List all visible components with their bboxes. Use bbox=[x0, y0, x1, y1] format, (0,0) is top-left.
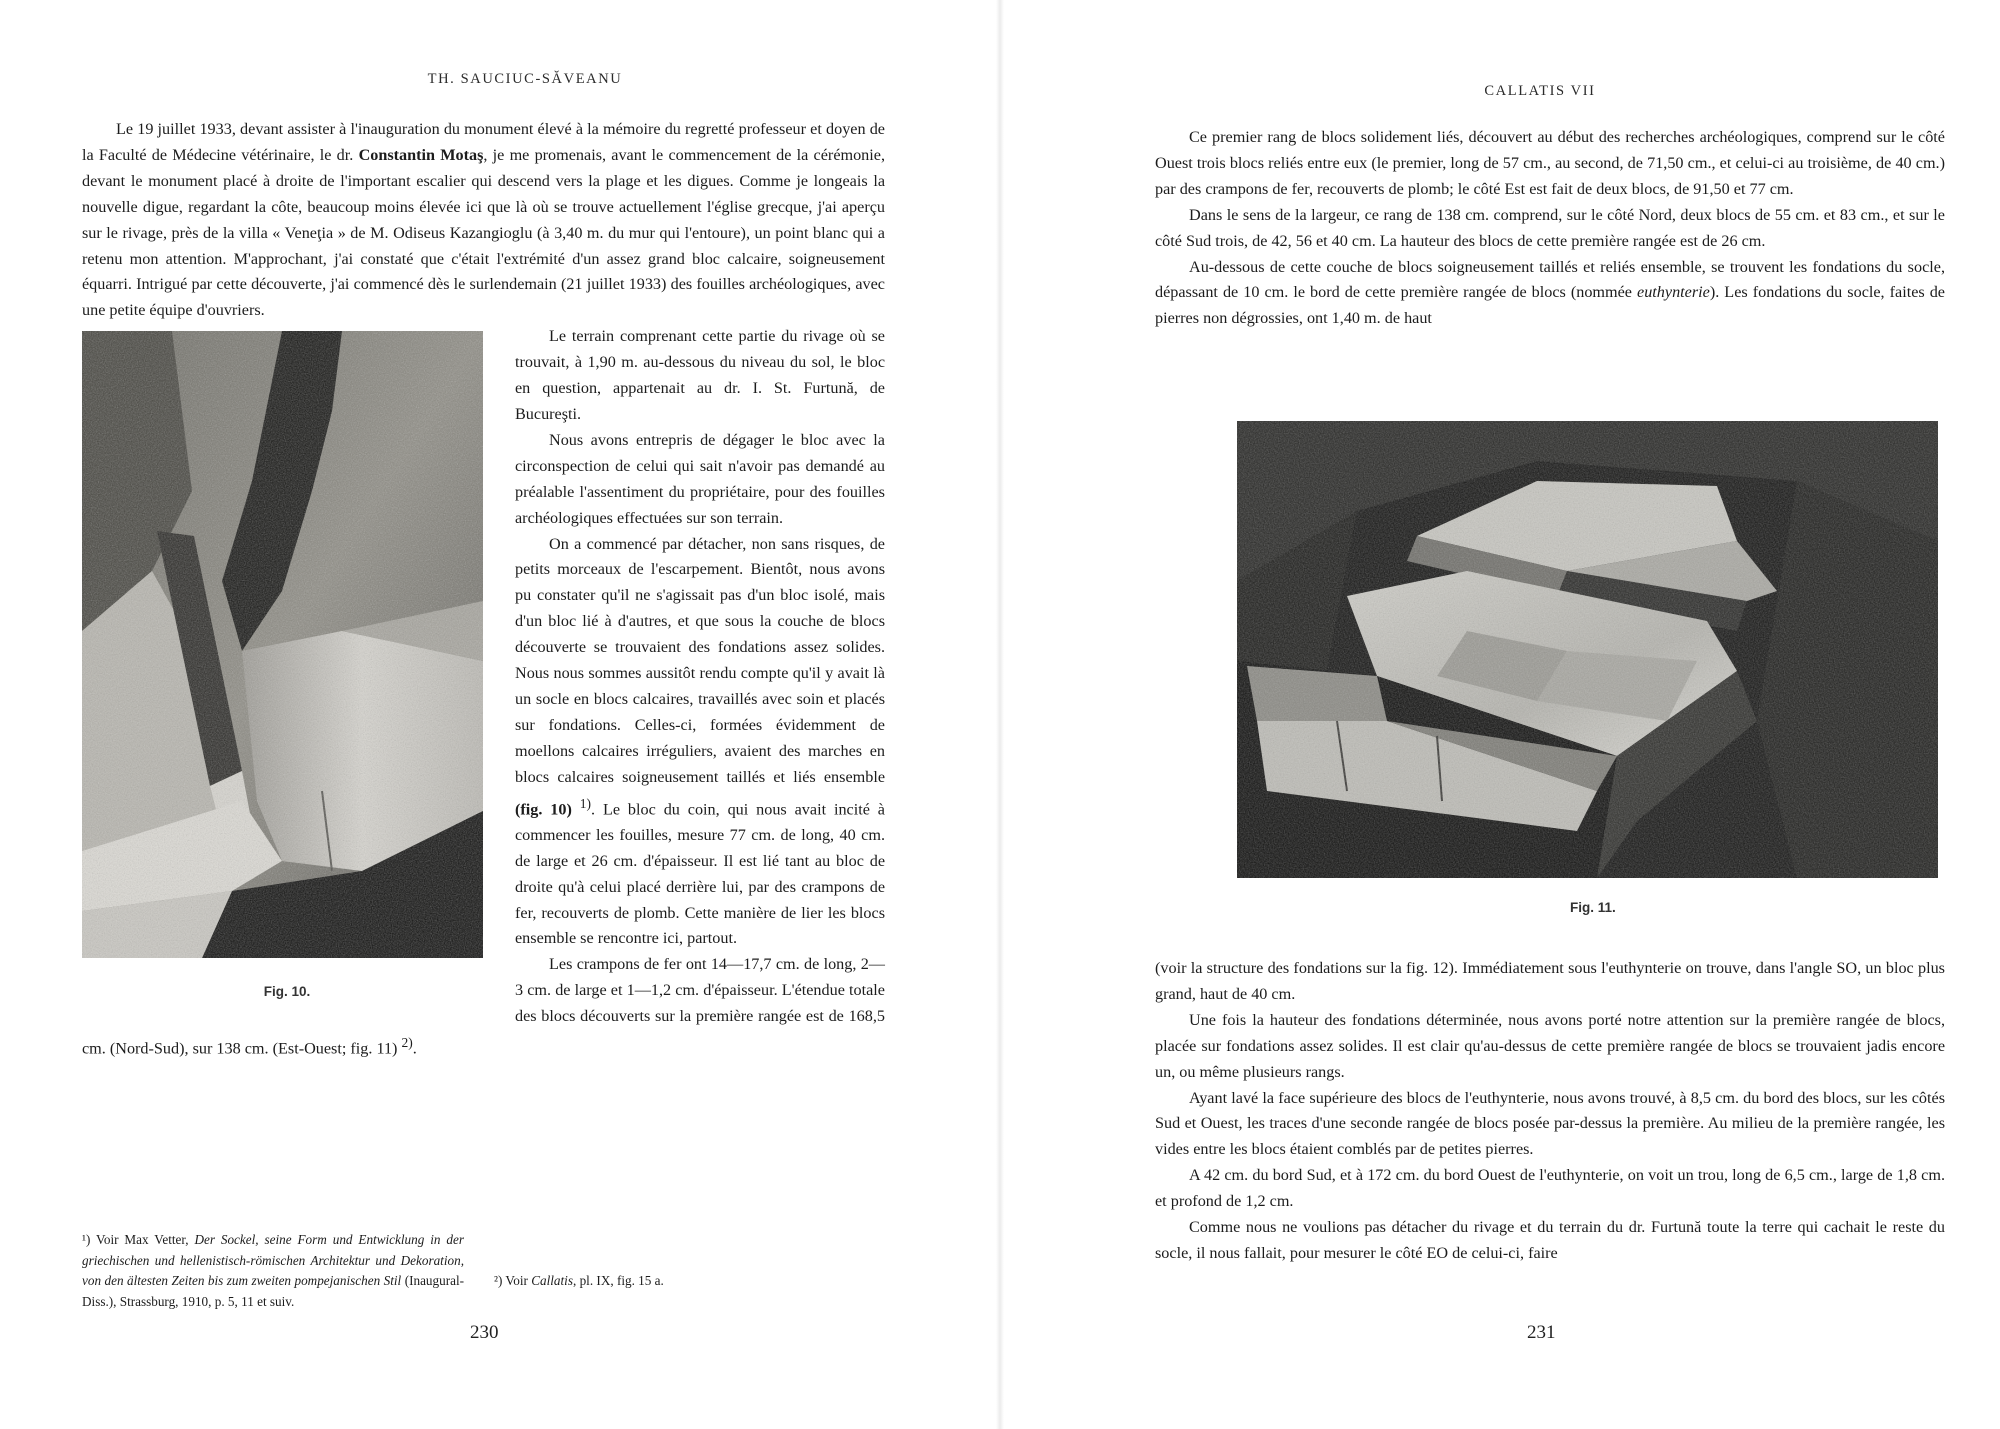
right-paragraph-1: Ce premier rang de blocs solidement liés, découvert au début des recherches archéologiques, comprend sur le côté Ouest trois blocs reliés entre eux (le premier, long de 57 cm., au second, de 71,50 cm., et celui-ci au troisième, de 40 cm.) par des crampons de fer, recouverts de plomb; le côté Est est fait de deux blocs, de 91,50 et 77 cm. bbox=[1155, 128, 1945, 198]
left-paragraph-4: On a commencé par détacher, non sans risques, de petits morceaux de l'escarpement. Bientôt, nous avons pu constater qu'il ne s'agissait pas d'un bloc isolé, mais d'un bloc lié à d'autres, et que sous la couche de blocs découverte se trouvaient des fondations assez solides. Nous nous sommes aussitôt rendu compte qu'il y avait là un socle en blocs calcaires, travaillés avec soin et placés sur fondations. Celles-ci, formées évidemment de moellons calcaires irréguliers, avaient des marches en blocs calcaires soigneusement taillés et liés ensemble (fig. 10) $^{1)}$. Le bloc du coin, qui nous avait incité à commencer les fouilles, mesure 77 cm. de long, 40 cm. de large et 26 cm. d'épaisseur. Il est lié tant au bloc de droite qu'à celui placé derrière lui, par des crampons de fer, recouverts de plomb. Cette manière de lier les blocs ensemble se rencontre ici, partout. bbox=[515, 534, 885, 948]
term-euthynterie: euthynterie bbox=[1637, 283, 1710, 302]
left-page-number: 230 bbox=[470, 1322, 499, 1343]
footnote-ref-1: 1) bbox=[579, 795, 592, 811]
left-body-text bbox=[82, 117, 885, 1062]
fig10-photograph bbox=[82, 331, 483, 958]
person-name: Constantin Motaş bbox=[358, 145, 484, 164]
right-paragraph-2: Dans le sens de la largeur, ce rang de 138 cm. comprend, sur le côté Nord, deux blocs de 55 cm. et 83 cm., et sur le côté Sud trois, de 42, 56 et 40 cm. La hauteur des blocs de cette première rangée est de 26 cm. bbox=[1155, 205, 1945, 250]
footnote-1: ¹) Voir Max Vetter, Der Sockel, seine Form und Entwicklung in der griechischen und hellenistisch-römischen Architektur und Dekoration, von den ältesten Zeiten bis zum zweiten pompejanischen Stil (Inaugural-Diss.), Strassburg, 1910, p. 5, 11 et suiv. bbox=[82, 1232, 465, 1309]
figure-reference: (fig. 10) bbox=[515, 799, 572, 818]
footnote-ref-2: 2) bbox=[401, 1035, 413, 1051]
right-paragraph-4: (voir la structure des fondations sur la fig. 12). Immédiatement sous l'euthynterie on trouve, dans l'angle SO, un bloc plus grand, haut de 40 cm. bbox=[1155, 959, 1945, 1003]
fig10-caption: Fig. 10. bbox=[263, 984, 311, 1000]
right-page-number: 231 bbox=[1527, 1322, 1556, 1343]
right-paragraph-3: Au-dessous de cette couche de blocs soigneusement taillés et reliés ensemble, se trouvent les fondations du socle, dépassant de 10 cm. le bord de cette première rangée de blocs (nommée euthynterie). Les fondations du socle, faites de pierres non dégrossies, ont 1,40 m. de haut bbox=[1155, 257, 1945, 328]
cited-title: Callatis bbox=[531, 1273, 573, 1288]
fig11-caption: Fig. 11. bbox=[1570, 900, 1616, 915]
fig11-photograph bbox=[1237, 421, 1938, 878]
left-paragraph-3: Nous avons entrepris de dégager le bloc avec la circonspection de celui qui sait n'avoir pas demandé au préalable l'assentiment du propriétaire, pour des fouilles archéologiques effectuées sur son terrain. bbox=[515, 430, 885, 527]
right-paragraph-6: Ayant lavé la face supérieure des blocs de l'euthynterie, nous avons trouvé, à 8,5 cm. du bord des blocs, sur les côtés Sud et Ouest, les traces d'une seconde rangée de blocs posée par-dessus la première. Au milieu de la première rangée, les vides entre les blocs étaient comblés par de petites pierres. bbox=[1155, 1088, 1945, 1159]
footnote-2: ²) Voir Callatis, pl. IX, fig. 15 a. bbox=[494, 1273, 664, 1288]
figure-10 bbox=[82, 324, 507, 1009]
right-running-head: CALLATIS VII bbox=[1484, 83, 1596, 99]
right-paragraph-7: A 42 cm. du bord Sud, et à 172 cm. du bord Ouest de l'euthynterie, on voit un trou, long de 6,5 cm., large de 1,8 cm. et profond de 1,2 cm. bbox=[1155, 1166, 1945, 1211]
left-paragraph-1: Le 19 juillet 1933, devant assister à l'inauguration du monument élevé à la mémoire du regretté professeur et doyen de la Faculté de Médecine vétérinaire, le dr. Constantin Motaş, je me promenais, avant le commencement de la cérémonie, devant le monument placé à droite de l'important escalier qui descend vers la plage et les digues. Comme je longeais la nouvelle digue, regardant la côte, beaucoup moins élevée ici que là où se trouve actuellement l'église grecque, j'ai aperçu sur le rivage, près de la villa « Veneţia » de M. Odiseus Kazangioglu (à 3,40 m. du mur qui l'entoure), un point blanc qui a retenu mon attention. M'approchant, j'ai constaté que c'était l'extrémité d'un assez grand bloc calcaire, soigneusement équarri. Intrigué par cette découverte, j'ai commencé dès le surlendemain (21 juillet 1933) des fouilles archéologiques, avec une petite équipe d'ouvriers. bbox=[82, 120, 886, 320]
cited-title: Der Sockel, seine Form und Entwicklung in der griechischen und hellenistisch-römischen Architektur und Dekoration, von den ältesten Zeiten bis zum zweiten pompejanischen Stil bbox=[82, 1232, 464, 1288]
left-paragraph-2: Le terrain comprenant cette partie du rivage où se trouvait, à 1,90 m. au-dessous du niveau du sol, le bloc en question, appartenait au dr. I. St. Furtună, de Bucureşti. bbox=[515, 327, 885, 423]
right-body-text-top bbox=[1155, 125, 1945, 332]
right-paragraph-8: Comme nous ne voulions pas détacher du rivage et du terrain du dr. Furtună toute la terre qui cachait le reste du socle, il nous fallait, pour mesurer le côté EO de celui-ci, faire bbox=[1155, 1218, 1945, 1262]
right-paragraph-5: Une fois la hauteur des fondations déterminée, nous avons porté notre attention sur la première rangée de blocs, placée sur fondations assez solides. Il est clair qu'au-dessus de cette première rangée de blocs se trouvaient jadis encore un, ou même plusieurs rangs. bbox=[1155, 1010, 1945, 1081]
left-running-head: TH. SAUCIUC-SĂVEANU bbox=[427, 71, 623, 87]
right-page bbox=[1000, 0, 2000, 1429]
right-body-text-bottom bbox=[1155, 956, 1945, 1267]
left-paragraph-5: Les crampons de fer ont 14—17,7 cm. de long, 2—3 cm. de large et 1—1,2 cm. d'épaisseur. L'étendue totale des blocs découverts sur la première rangée est de 168,5 cm. (Nord-Sud), sur 138 cm. (Est-Ouest; fig. 11) $^{2)}$. bbox=[82, 955, 885, 1058]
